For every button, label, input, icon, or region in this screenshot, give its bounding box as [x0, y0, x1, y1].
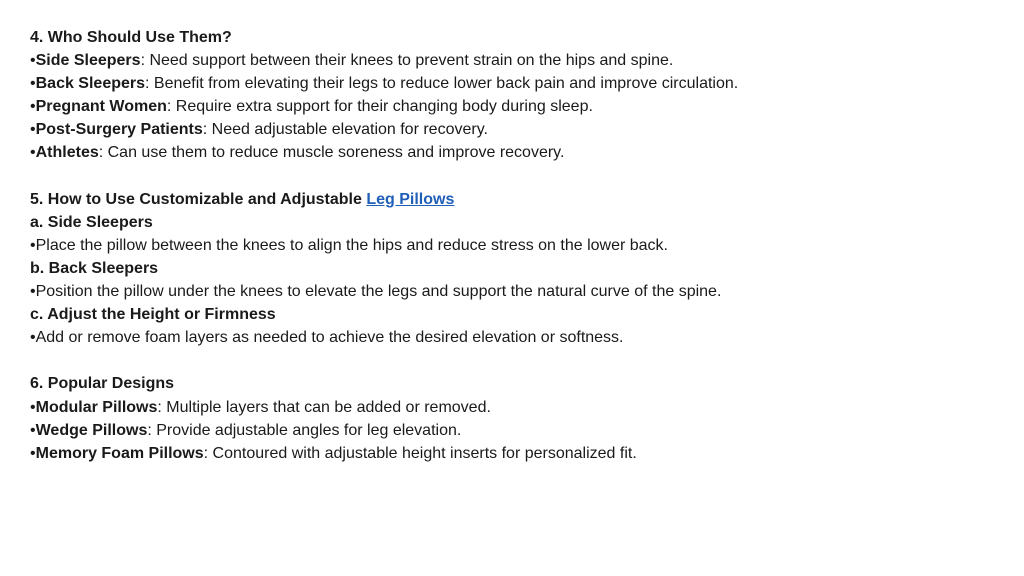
list-item — [30, 72, 1010, 95]
bullet: • — [30, 421, 36, 439]
bullet: • — [30, 75, 36, 93]
item-text: : Provide adjustable angles for leg elevation. — [147, 421, 462, 439]
list-item — [30, 49, 1010, 72]
section-6-heading: 6. Popular Designs — [30, 375, 175, 393]
bullet: • — [30, 121, 36, 139]
item-text: Place the pillow between the knees to align the hips and reduce stress on the lower back. — [35, 236, 668, 254]
subsection-heading: b. Back Sleepers — [30, 259, 159, 277]
slide-content — [30, 26, 1010, 465]
list-item — [30, 280, 1010, 303]
item-text: : Need support between their knees to prevent strain on the hips and spine. — [140, 52, 674, 70]
section-5-heading-text: 5. How to Use Customizable and Adjustable — [30, 190, 367, 208]
item-term: Side Sleepers — [35, 52, 141, 70]
item-term: Memory Foam Pillows — [35, 444, 204, 462]
list-item — [30, 118, 1010, 141]
item-term: Modular Pillows — [35, 398, 158, 416]
list-item — [30, 326, 1010, 349]
list-item — [30, 442, 1010, 465]
item-term: Back Sleepers — [35, 75, 146, 93]
bullet: • — [30, 236, 36, 254]
item-text: : Require extra support for their changing body during sleep. — [166, 98, 593, 116]
item-text: : Contoured with adjustable height inserts for personalized fit. — [203, 444, 637, 462]
item-term: Athletes — [35, 144, 99, 162]
item-term: Post-Surgery Patients — [35, 121, 203, 139]
list-item — [30, 419, 1010, 442]
spacer — [30, 165, 1010, 188]
item-term: Pregnant Women — [35, 98, 167, 116]
bullet: • — [30, 329, 36, 347]
item-text: Position the pillow under the knees to elevate the legs and support the natural curve of the spine. — [35, 283, 722, 301]
section-5-heading — [30, 188, 1010, 211]
item-text: : Multiple layers that can be added or removed. — [157, 398, 491, 416]
item-text: : Benefit from elevating their legs to reduce lower back pain and improve circulation. — [145, 75, 739, 93]
item-text: : Can use them to reduce muscle soreness and improve recovery. — [98, 144, 565, 162]
item-term: Wedge Pillows — [35, 421, 148, 439]
bullet: • — [30, 98, 36, 116]
bullet: • — [30, 444, 36, 462]
section-4-heading: 4. Who Should Use Them? — [30, 29, 232, 46]
list-item — [30, 234, 1010, 257]
bullet: • — [30, 52, 36, 70]
bullet: • — [30, 283, 36, 301]
bullet: • — [30, 144, 36, 162]
leg-pillows-link[interactable]: Leg Pillows — [366, 190, 455, 208]
bullet: • — [30, 398, 36, 416]
list-item — [30, 141, 1010, 164]
spacer — [30, 349, 1010, 372]
item-text: : Need adjustable elevation for recovery. — [202, 121, 488, 139]
list-item — [30, 396, 1010, 419]
subsection-heading: a. Side Sleepers — [30, 213, 153, 231]
item-text: Add or remove foam layers as needed to achieve the desired elevation or softness. — [35, 329, 624, 347]
list-item — [30, 95, 1010, 118]
subsection-heading: c. Adjust the Height or Firmness — [30, 306, 276, 324]
